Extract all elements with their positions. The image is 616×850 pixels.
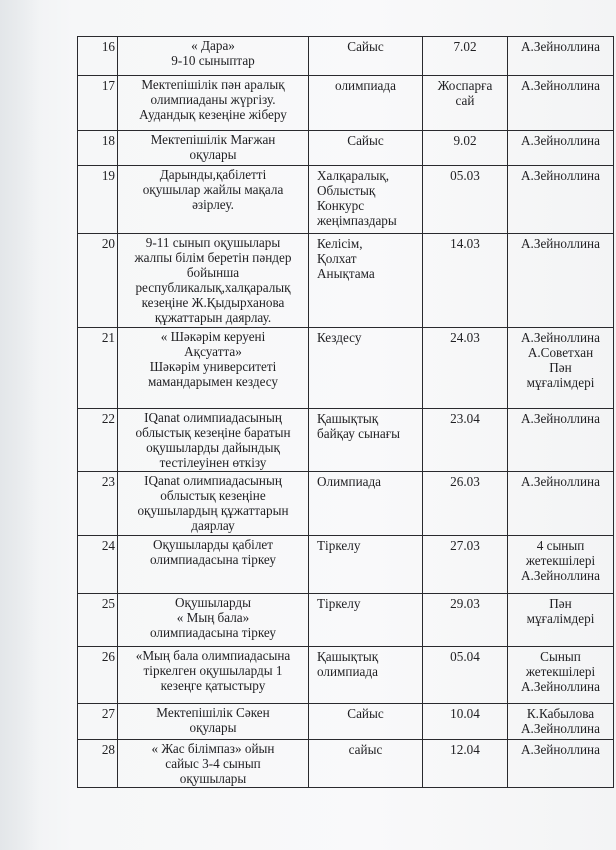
form-cell-line: Тіркелу: [317, 538, 361, 553]
form-cell: [309, 536, 423, 594]
table-row: [78, 234, 614, 328]
form-cell: [309, 131, 423, 166]
responsible-cell: [508, 76, 614, 131]
form-cell-line: Халқаралық,: [317, 168, 390, 183]
row-number: 21: [78, 328, 118, 409]
responsible-cell-line: А.Советхан: [527, 345, 594, 360]
responsible-cell-line: 4 сынып: [536, 538, 585, 553]
event-cell-line: 9-10 сыныптар: [171, 53, 255, 68]
responsible-cell-line: Пән: [549, 596, 572, 611]
event-cell-line: олимпиаданы жүргізу.: [150, 92, 276, 107]
event-cell-line: Шәкәрім университеті: [149, 359, 277, 374]
event-cell-line: Аудандық кезеңіне жіберу: [139, 107, 287, 122]
event-cell: [118, 409, 309, 472]
row-number: 20: [78, 234, 118, 328]
event-cell-line: олимпиадасына тіркеу: [149, 625, 277, 640]
event-cell-line: IQanat олимпиадасының: [144, 473, 282, 488]
responsible-cell: [508, 166, 614, 234]
form-cell: [309, 704, 423, 740]
date-cell: [423, 704, 508, 740]
event-cell: [118, 37, 309, 76]
form-cell-line: Сайыс: [347, 133, 384, 148]
form-cell: [309, 409, 423, 472]
date-cell: [423, 131, 508, 166]
responsible-cell-line: мұғалімдері: [526, 611, 595, 626]
event-cell-line: олимпиадасына тіркеу: [149, 552, 277, 567]
form-cell: [309, 37, 423, 76]
event-cell-line: 9-11 сынып оқушылары: [145, 235, 281, 250]
date-line: Жоспарға: [437, 78, 493, 93]
event-cell-line: тестілеуінен өткізу: [159, 455, 267, 470]
form-cell-line: Облыстық: [317, 183, 376, 198]
date-cell: [423, 740, 508, 788]
date-line: 29.03: [450, 596, 480, 611]
page-edge-shadow: [0, 0, 40, 850]
responsible-cell-line: А.Зейноллина: [521, 133, 600, 148]
event-cell-line: оқулары: [189, 147, 237, 162]
table-row: [78, 594, 614, 647]
table-row: [78, 76, 614, 131]
event-cell-line: « Жас білімпаз» ойын: [151, 741, 275, 756]
row-number: 26: [78, 647, 118, 704]
form-cell-line: Қашықтық: [317, 411, 379, 426]
form-cell-line: олимпиада: [317, 664, 378, 679]
event-cell-line: даярлау: [191, 518, 235, 533]
responsible-cell: [508, 131, 614, 166]
date-line: 12.04: [450, 742, 480, 757]
date-line: 10.04: [450, 706, 480, 721]
form-cell: [309, 76, 423, 131]
event-cell-line: құжаттарын даярлау.: [154, 310, 272, 325]
event-cell-line: « Шәкәрім керуені: [160, 329, 266, 344]
responsible-cell: [508, 37, 614, 76]
responsible-cell-line: К.Кабылова: [526, 706, 595, 721]
date-cell: [423, 594, 508, 647]
event-cell-line: Мектепішілік пән аралық: [141, 77, 285, 92]
form-cell: [309, 647, 423, 704]
responsible-cell: [508, 472, 614, 536]
row-number: 27: [78, 704, 118, 740]
date-line: 7.02: [453, 39, 477, 54]
row-number: 25: [78, 594, 118, 647]
table-row: [78, 740, 614, 788]
event-cell: [118, 740, 309, 788]
responsible-cell: [508, 536, 614, 594]
table-row: [78, 328, 614, 409]
responsible-cell: [508, 740, 614, 788]
responsible-cell-line: А.Зейноллина: [521, 411, 600, 426]
event-cell-line: әзірлеу.: [192, 197, 234, 212]
event-cell: [118, 328, 309, 409]
event-cell: [118, 131, 309, 166]
event-cell-line: «Мың бала олимпиадасына: [135, 648, 291, 663]
table-row: [78, 536, 614, 594]
form-cell-line: Олимпиада: [317, 474, 382, 489]
event-cell-line: сайыс 3-4 сынып: [165, 756, 261, 771]
date-cell: [423, 647, 508, 704]
event-cell-line: IQanat олимпиадасының: [144, 410, 282, 425]
table-row: [78, 472, 614, 536]
table-row: [78, 131, 614, 166]
date-cell: [423, 472, 508, 536]
responsible-cell-line: А.Зейноллина: [521, 236, 600, 251]
plan-table-body: [78, 37, 614, 788]
date-line: 24.03: [450, 330, 480, 345]
date-cell: [423, 37, 508, 76]
row-number: 23: [78, 472, 118, 536]
form-cell-line: Тіркелу: [317, 596, 361, 611]
date-line: 05.03: [450, 168, 480, 183]
responsible-cell: [508, 328, 614, 409]
responsible-cell-line: А.Зейноллина: [521, 568, 600, 583]
event-cell-line: « Мың бала»: [176, 610, 250, 625]
event-cell-line: оқушылары: [179, 771, 247, 786]
row-number: 19: [78, 166, 118, 234]
date-line: 27.03: [450, 538, 480, 553]
form-cell-line: Қолхат: [317, 251, 357, 266]
form-cell-line: байқау сынағы: [317, 426, 400, 441]
date-line: 23.04: [450, 411, 480, 426]
responsible-cell: [508, 409, 614, 472]
event-cell: [118, 234, 309, 328]
row-number: 24: [78, 536, 118, 594]
responsible-cell-line: А.Зейноллина: [521, 742, 600, 757]
table-row: [78, 37, 614, 76]
form-cell-line: Анықтама: [317, 266, 375, 281]
responsible-cell: [508, 647, 614, 704]
date-line: 26.03: [450, 474, 480, 489]
responsible-cell-line: жетекшілері: [525, 664, 596, 679]
responsible-cell: [508, 234, 614, 328]
date-cell: [423, 76, 508, 131]
event-cell-line: бойынша: [186, 265, 240, 280]
row-number: 18: [78, 131, 118, 166]
responsible-cell-line: А.Зейноллина: [521, 330, 600, 345]
event-cell-line: жалпы білім беретін пәндер: [134, 250, 292, 265]
event-cell: [118, 704, 309, 740]
responsible-cell-line: жетекшілері: [525, 553, 596, 568]
responsible-cell-line: мұғалімдері: [526, 375, 595, 390]
event-cell-line: Мектепішілік Мағжан: [150, 132, 276, 147]
row-number: 17: [78, 76, 118, 131]
responsible-cell: [508, 594, 614, 647]
responsible-cell-line: А.Зейноллина: [521, 39, 600, 54]
event-cell-line: кезеңге қатыстыру: [160, 678, 266, 693]
form-cell: [309, 740, 423, 788]
event-cell: [118, 647, 309, 704]
table-row: [78, 704, 614, 740]
event-cell: [118, 472, 309, 536]
form-cell-line: Сайыс: [347, 39, 384, 54]
form-cell-line: Кездесу: [317, 330, 362, 345]
date-cell: [423, 234, 508, 328]
event-cell-line: оқулары: [189, 720, 237, 735]
date-cell: [423, 166, 508, 234]
responsible-cell-line: А.Зейноллина: [521, 78, 600, 93]
event-cell: [118, 536, 309, 594]
row-number: 16: [78, 37, 118, 76]
form-cell-line: Конкурс: [317, 198, 365, 213]
event-cell-line: мамандарымен кездесу: [147, 374, 279, 389]
event-cell-line: Оқушыларды: [175, 595, 251, 610]
table-row: [78, 647, 614, 704]
form-cell: [309, 472, 423, 536]
form-cell: [309, 328, 423, 409]
row-number: 22: [78, 409, 118, 472]
event-cell-line: облыстық кезеңіне: [160, 488, 266, 503]
event-cell-line: Ақсуатта»: [184, 344, 242, 359]
date-cell: [423, 409, 508, 472]
event-cell-line: республикалық,халқаралық: [135, 280, 291, 295]
event-cell-line: Дарынды,қабілетті: [159, 167, 267, 182]
event-cell-line: оқушыларды дайындық: [146, 440, 280, 455]
responsible-cell: [508, 704, 614, 740]
event-cell: [118, 76, 309, 131]
form-cell-line: Сайыс: [347, 706, 384, 721]
responsible-cell-line: А.Зейноллина: [521, 721, 600, 736]
event-cell-line: оқушылар жайлы мақала: [142, 182, 284, 197]
event-cell: [118, 166, 309, 234]
event-cell-line: тіркелген оқушыларды 1: [143, 663, 283, 678]
event-cell-line: кезеңіне Ж.Қыдырханова: [141, 295, 285, 310]
form-cell-line: олимпиада: [335, 78, 396, 93]
event-cell-line: « Дара»: [191, 38, 235, 53]
responsible-cell-line: Сынып: [540, 649, 581, 664]
event-cell-line: Оқушыларды қабілет: [152, 537, 274, 552]
date-cell: [423, 328, 508, 409]
responsible-cell-line: Пән: [549, 360, 572, 375]
event-cell-line: облыстық кезеңіне баратын: [135, 425, 291, 440]
responsible-cell-line: А.Зейноллина: [521, 474, 600, 489]
table-row: [78, 409, 614, 472]
form-cell: [309, 234, 423, 328]
form-cell: [309, 166, 423, 234]
form-cell-line: Келісім,: [317, 236, 363, 251]
plan-table: [77, 36, 614, 788]
event-cell: [118, 594, 309, 647]
form-cell-line: Қашықтық: [317, 649, 379, 664]
date-line: 9.02: [453, 133, 477, 148]
date-line: 14.03: [450, 236, 480, 251]
row-number: 28: [78, 740, 118, 788]
responsible-cell-line: А.Зейноллина: [521, 168, 600, 183]
event-cell-line: оқушылардың құжаттарын: [137, 503, 289, 518]
form-cell-line: жеңімпаздары: [317, 213, 397, 228]
responsible-cell-line: А.Зейноллина: [521, 679, 600, 694]
form-cell-line: сайыс: [348, 742, 383, 757]
date-line: 05.04: [450, 649, 480, 664]
date-line: сай: [455, 93, 475, 108]
form-cell: [309, 594, 423, 647]
date-cell: [423, 536, 508, 594]
event-cell-line: Мектепішілік Сәкен: [156, 705, 270, 720]
table-row: [78, 166, 614, 234]
